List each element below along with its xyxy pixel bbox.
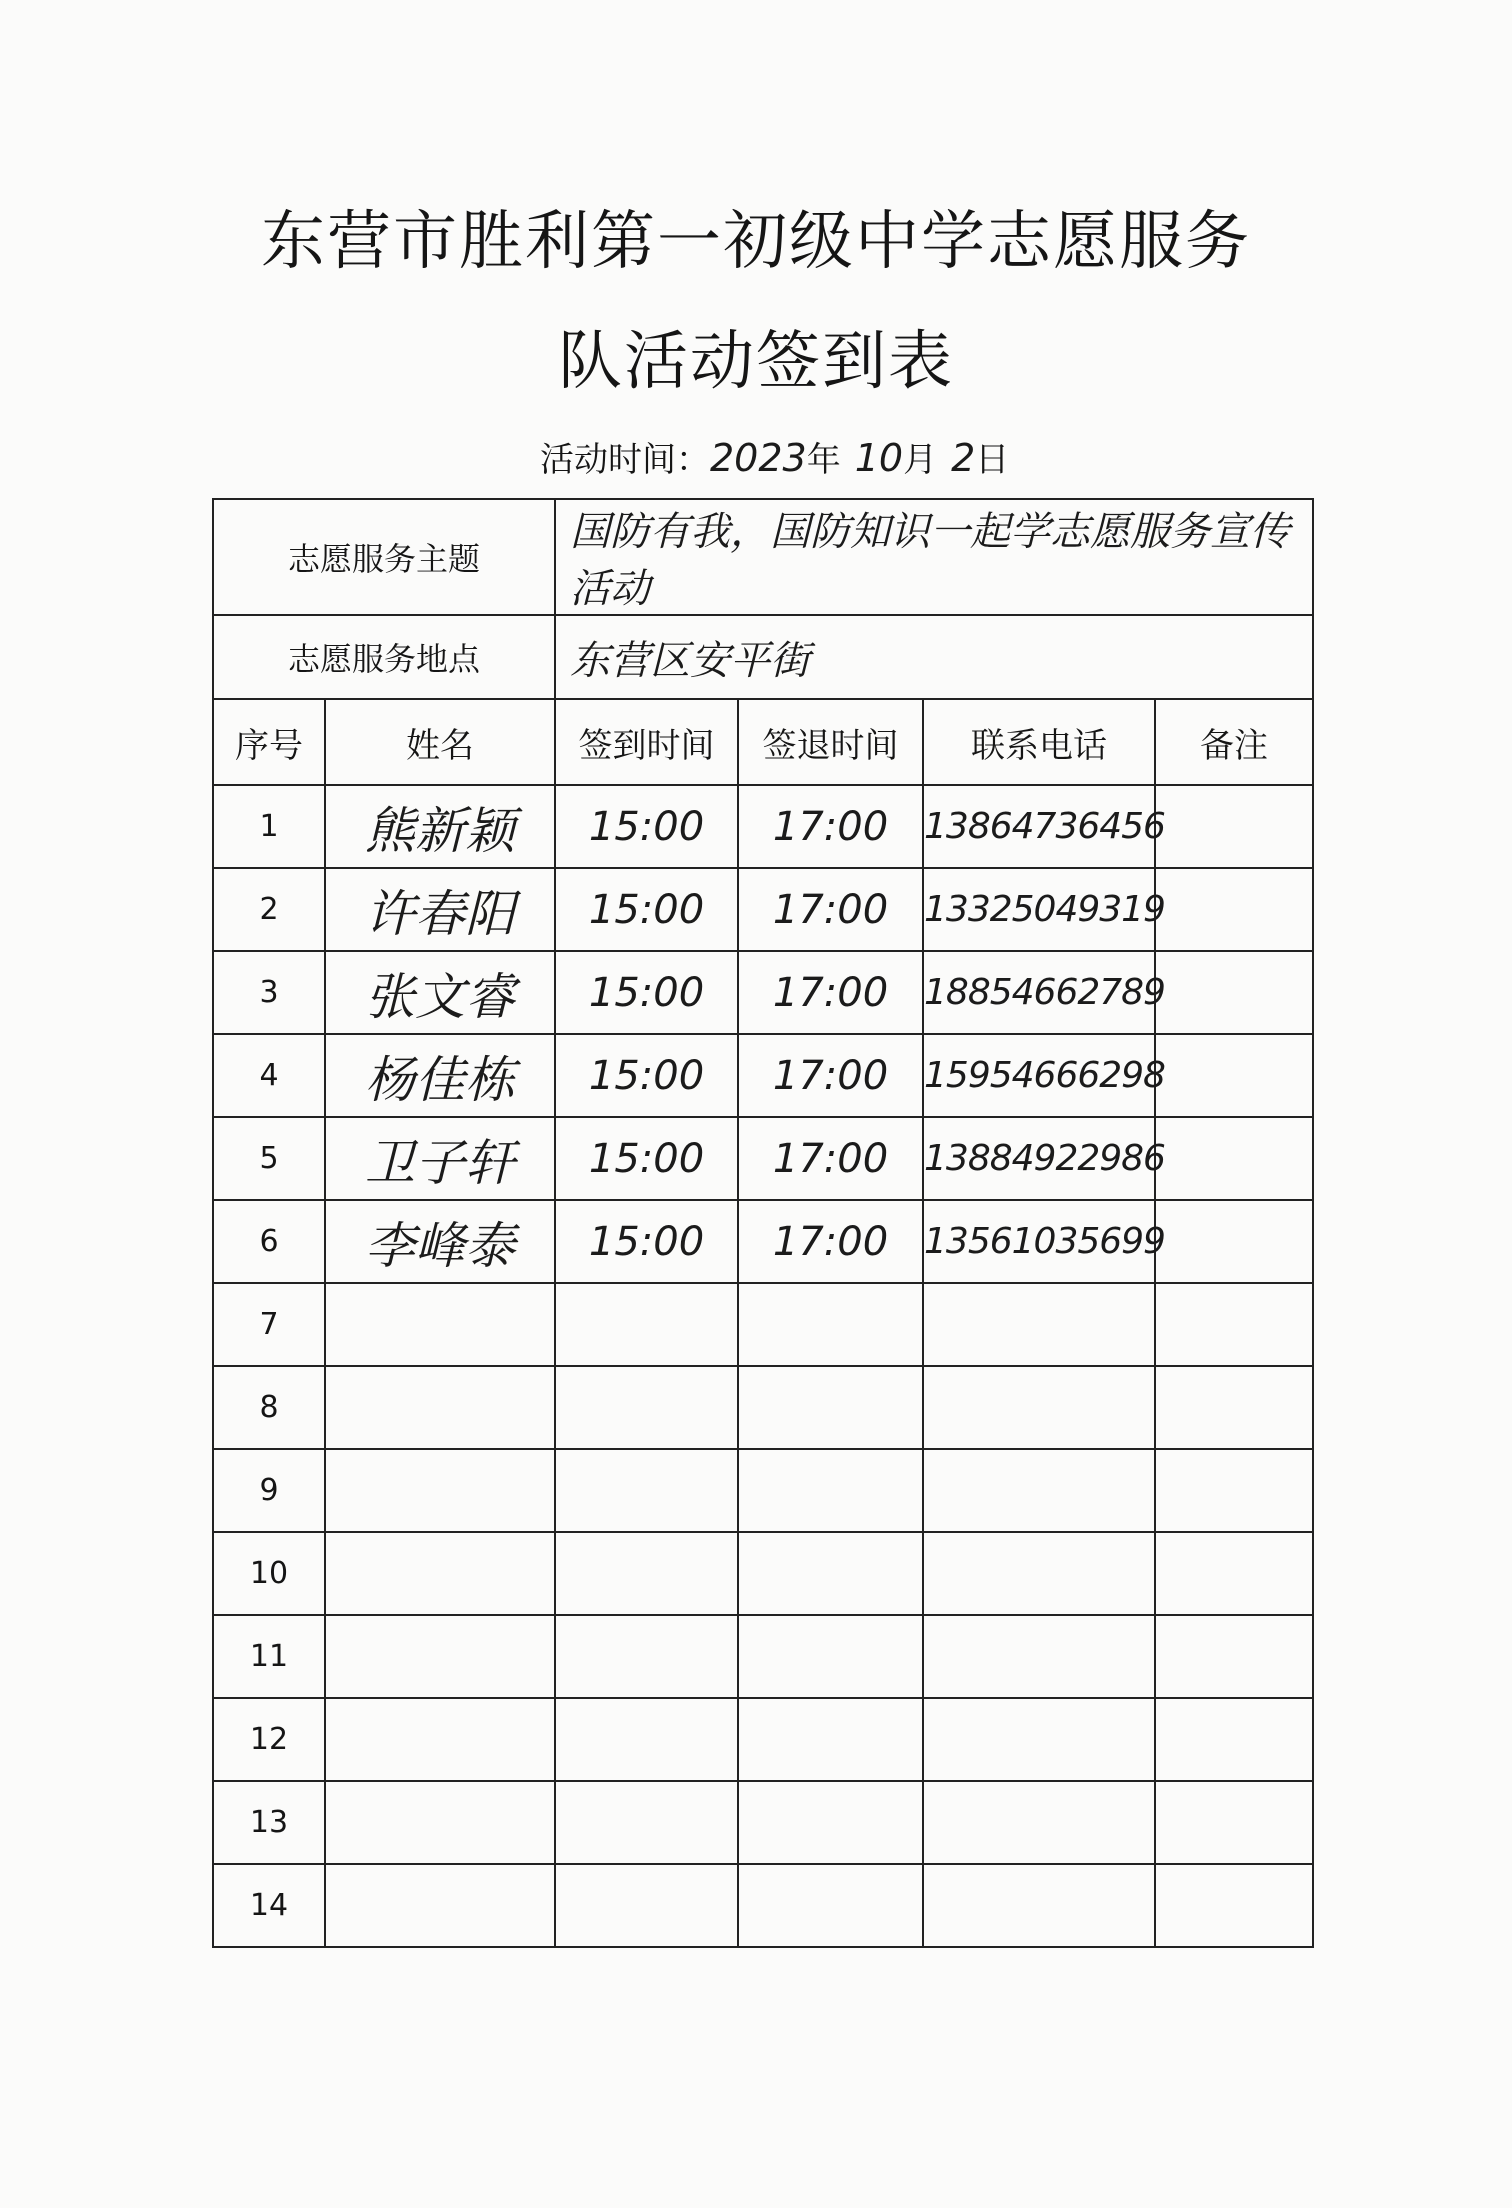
row-note xyxy=(1155,951,1313,1034)
theme-label: 志愿服务主题 xyxy=(213,499,555,615)
row-phone xyxy=(923,1366,1155,1449)
row-sign-out-text: 17:00 xyxy=(772,886,889,933)
row-sign-in xyxy=(555,868,738,951)
row-sign-in-text: 15:00 xyxy=(588,1218,705,1265)
row-sign-out xyxy=(738,1034,923,1117)
row-name xyxy=(325,1200,555,1283)
row-note xyxy=(1155,1366,1313,1449)
place-value xyxy=(555,615,1313,699)
row-note xyxy=(1155,1034,1313,1117)
row-seq: 6 xyxy=(213,1200,325,1283)
header-sign-in: 签到时间 xyxy=(555,699,738,785)
row-name-text: 熊新颖 xyxy=(365,801,515,860)
row-phone-text: 15954666298 xyxy=(924,1055,1165,1096)
row-seq: 11 xyxy=(213,1615,325,1698)
row-sign-out xyxy=(738,1781,923,1864)
table-row xyxy=(213,1366,1313,1449)
table-row xyxy=(213,1532,1313,1615)
row-sign-out xyxy=(738,1283,923,1366)
row-sign-out xyxy=(738,1366,923,1449)
row-sign-in xyxy=(555,1615,738,1698)
date-year: 2023 xyxy=(710,436,807,480)
row-name xyxy=(325,1864,555,1947)
table-row xyxy=(213,1781,1313,1864)
place-label: 志愿服务地点 xyxy=(213,615,555,699)
row-name-text: 李峰泰 xyxy=(365,1216,515,1275)
row-sign-in xyxy=(555,1117,738,1200)
row-note xyxy=(1155,1449,1313,1532)
row-sign-in xyxy=(555,1449,738,1532)
row-name xyxy=(325,1366,555,1449)
place-row xyxy=(213,615,1313,699)
row-sign-out xyxy=(738,951,923,1034)
activity-date xyxy=(540,432,1009,481)
table-row xyxy=(213,1449,1313,1532)
row-seq: 10 xyxy=(213,1532,325,1615)
row-name xyxy=(325,1117,555,1200)
row-sign-out xyxy=(738,785,923,868)
row-sign-in xyxy=(555,1283,738,1366)
table-row xyxy=(213,1200,1313,1283)
row-sign-in xyxy=(555,1200,738,1283)
row-note xyxy=(1155,1283,1313,1366)
header-name: 姓名 xyxy=(325,699,555,785)
row-name-text: 卫子轩 xyxy=(365,1133,515,1192)
row-sign-out-text: 17:00 xyxy=(772,803,889,850)
row-sign-in xyxy=(555,1532,738,1615)
row-name-text: 许春阳 xyxy=(365,884,515,943)
row-sign-out xyxy=(738,868,923,951)
row-note xyxy=(1155,1532,1313,1615)
row-sign-in-text: 15:00 xyxy=(588,1052,705,1099)
row-sign-in-text: 15:00 xyxy=(588,1135,705,1182)
row-sign-in xyxy=(555,1781,738,1864)
row-name xyxy=(325,1034,555,1117)
row-note xyxy=(1155,1698,1313,1781)
row-note xyxy=(1155,785,1313,868)
row-name-text: 张文睿 xyxy=(365,967,515,1026)
document-title-line-2: 队活动签到表 xyxy=(558,325,954,399)
row-sign-out xyxy=(738,1615,923,1698)
row-sign-out-text: 17:00 xyxy=(772,969,889,1016)
row-note xyxy=(1155,1117,1313,1200)
table-row xyxy=(213,951,1313,1034)
row-sign-in-text: 15:00 xyxy=(588,803,705,850)
row-note xyxy=(1155,1781,1313,1864)
row-sign-out xyxy=(738,1698,923,1781)
table-row xyxy=(213,1283,1313,1366)
date-month-unit: 月 xyxy=(903,440,938,480)
sign-in-table xyxy=(212,498,1314,1948)
row-phone-text: 13864736456 xyxy=(924,806,1165,847)
row-seq: 3 xyxy=(213,951,325,1034)
row-name xyxy=(325,785,555,868)
row-phone xyxy=(923,951,1165,1034)
row-phone xyxy=(923,1449,1155,1532)
row-seq: 12 xyxy=(213,1698,325,1781)
row-name xyxy=(325,951,555,1034)
row-phone xyxy=(923,1200,1165,1283)
row-note xyxy=(1155,1200,1313,1283)
header-note: 备注 xyxy=(1155,699,1313,785)
row-seq: 9 xyxy=(213,1449,325,1532)
table-row xyxy=(213,1615,1313,1698)
row-phone xyxy=(923,1034,1165,1117)
row-phone-text: 13884922986 xyxy=(924,1138,1165,1179)
row-seq: 1 xyxy=(213,785,325,868)
row-name xyxy=(325,1449,555,1532)
date-day-unit: 日 xyxy=(975,440,1010,480)
date-label: 活动时间： xyxy=(540,440,710,480)
row-name xyxy=(325,1615,555,1698)
row-sign-out xyxy=(738,1864,923,1947)
table-row xyxy=(213,1864,1313,1947)
row-sign-out xyxy=(738,1200,923,1283)
row-sign-in-text: 15:00 xyxy=(588,969,705,1016)
row-name xyxy=(325,1781,555,1864)
header-sign-out: 签退时间 xyxy=(738,699,923,785)
row-sign-in xyxy=(555,1864,738,1947)
row-name-text: 杨佳栋 xyxy=(365,1050,515,1109)
theme-value xyxy=(555,499,1313,615)
row-phone-text: 18854662789 xyxy=(924,972,1165,1013)
row-seq: 8 xyxy=(213,1366,325,1449)
row-sign-in xyxy=(555,1366,738,1449)
place-value-text: 东营区安平街 xyxy=(570,637,811,684)
row-sign-in xyxy=(555,1034,738,1117)
table-row xyxy=(213,785,1313,868)
row-seq: 13 xyxy=(213,1781,325,1864)
row-phone xyxy=(923,1117,1165,1200)
row-note xyxy=(1155,1615,1313,1698)
row-phone xyxy=(923,1615,1155,1698)
row-seq: 2 xyxy=(213,868,325,951)
row-phone-text: 13561035699 xyxy=(924,1221,1165,1262)
date-year-unit: 年 xyxy=(806,440,841,480)
row-sign-in-text: 15:00 xyxy=(588,886,705,933)
row-name xyxy=(325,1283,555,1366)
row-note xyxy=(1155,1864,1313,1947)
row-sign-out xyxy=(738,1449,923,1532)
theme-value-text: 国防有我，国防知识一起学志愿服务宣传活动 xyxy=(570,509,1291,612)
row-seq: 7 xyxy=(213,1283,325,1366)
row-note xyxy=(1155,868,1313,951)
date-month: 10 xyxy=(854,436,904,480)
row-phone xyxy=(923,1532,1155,1615)
header-phone: 联系电话 xyxy=(923,699,1155,785)
row-phone xyxy=(923,1864,1155,1947)
row-sign-out xyxy=(738,1117,923,1200)
row-name xyxy=(325,1532,555,1615)
row-phone xyxy=(923,868,1165,951)
row-sign-in xyxy=(555,951,738,1034)
table-row xyxy=(213,1117,1313,1200)
row-phone xyxy=(923,1698,1155,1781)
row-phone xyxy=(923,1283,1155,1366)
row-sign-out-text: 17:00 xyxy=(772,1218,889,1265)
header-row xyxy=(213,699,1313,785)
row-sign-out-text: 17:00 xyxy=(772,1135,889,1182)
document-title-line-1: 东营市胜利第一初级中学志愿服务 xyxy=(261,205,1251,279)
header-seq: 序号 xyxy=(213,699,325,785)
theme-row xyxy=(213,499,1313,615)
row-seq: 5 xyxy=(213,1117,325,1200)
date-day: 2 xyxy=(951,436,976,480)
table-row xyxy=(213,1034,1313,1117)
row-name xyxy=(325,1698,555,1781)
row-sign-in xyxy=(555,785,738,868)
row-phone xyxy=(923,1781,1155,1864)
table-row xyxy=(213,868,1313,951)
row-sign-in xyxy=(555,1698,738,1781)
row-sign-out-text: 17:00 xyxy=(772,1052,889,1099)
row-seq: 4 xyxy=(213,1034,325,1117)
table-row xyxy=(213,1698,1313,1781)
row-name xyxy=(325,868,555,951)
row-phone-text: 13325049319 xyxy=(924,889,1165,930)
row-seq: 14 xyxy=(213,1864,325,1947)
row-sign-out xyxy=(738,1532,923,1615)
row-phone xyxy=(923,785,1165,868)
